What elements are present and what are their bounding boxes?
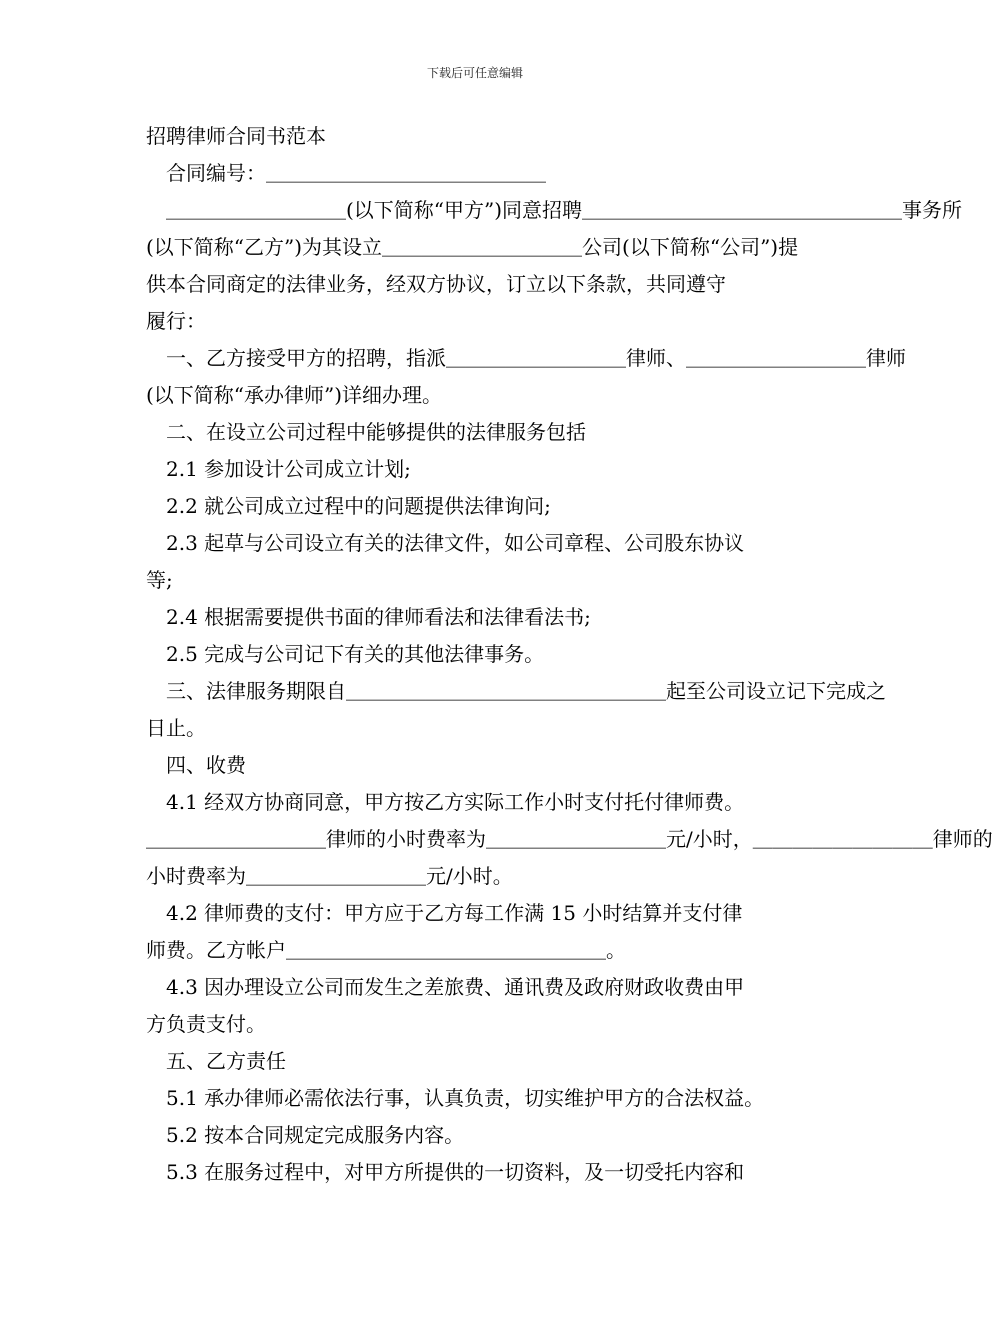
paragraph-line: 5.2 按本合同规定完成服务内容。 (146, 1123, 465, 1147)
paragraph-line: 履行： (146, 309, 206, 333)
paragraph-line: 5.3 在服务过程中，对甲方所提供的一切资料，及一切受托内容和 (146, 1160, 745, 1184)
paragraph-line: 小时费率为＿＿＿＿＿＿＿＿＿元/小时。 (146, 864, 513, 888)
paragraph-line: 日止。 (146, 716, 206, 740)
paragraph-line: 五、乙方责任 (146, 1049, 286, 1073)
paragraph-line: 2.5 完成与公司记下有关的其他法律事务。 (146, 642, 545, 666)
paragraph-line: 二、在设立公司过程中能够提供的法律服务包括 (146, 420, 586, 444)
document-body (146, 118, 993, 1191)
paragraph-line: 5.1 承办律师必需依法行事，认真负责，切实维护甲方的合法权益。 (146, 1086, 765, 1110)
paragraph-line: 合同编号：＿＿＿＿＿＿＿＿＿＿＿＿＿＿ (146, 161, 546, 185)
paragraph-line: 师费。乙方帐户＿＿＿＿＿＿＿＿＿＿＿＿＿＿＿＿。 (146, 938, 626, 962)
paragraph-line: 2.4 根据需要提供书面的律师看法和法律看法书; (146, 605, 591, 629)
paragraph-line: 三、法律服务期限自＿＿＿＿＿＿＿＿＿＿＿＿＿＿＿＿起至公司设立记下完成之 (146, 679, 886, 703)
paragraph-line: ＿＿＿＿＿＿＿＿＿(以下简称“甲方”)同意招聘＿＿＿＿＿＿＿＿＿＿＿＿＿＿＿＿事务所 (146, 198, 963, 222)
paragraph-line: 等; (146, 568, 173, 592)
paragraph-line: 方负责支付。 (146, 1012, 266, 1036)
paragraph-line: 一、乙方接受甲方的招聘，指派＿＿＿＿＿＿＿＿＿律师、＿＿＿＿＿＿＿＿＿律师 (146, 346, 906, 370)
paragraph-line: 供本合同商定的法律业务，经双方协议，订立以下条款，共同遵守 (146, 272, 726, 296)
document-title: 招聘律师合同书范本 (146, 124, 326, 148)
paragraph-line: ＿＿＿＿＿＿＿＿＿律师的小时费率为＿＿＿＿＿＿＿＿＿元/小时，＿＿＿＿＿＿＿＿＿律师的 (146, 827, 993, 851)
paragraph-line: (以下简称“承办律师”)详细办理。 (146, 383, 443, 407)
paragraph-line: 4.3 因办理设立公司而发生之差旅费、通讯费及政府财政收费由甲 (146, 975, 745, 999)
paragraph-line: 2.1 参加设计公司成立计划; (146, 457, 411, 481)
page-header-note: 下载后可任意编辑 (426, 66, 523, 80)
paragraph-line: 4.1 经双方协商同意，甲方按乙方实际工作小时支付托付律师费。 (146, 790, 745, 814)
paragraph-line: 四、收费 (146, 753, 246, 777)
paragraph-line: (以下简称“乙方”)为其设立＿＿＿＿＿＿＿＿＿＿公司(以下简称“公司”)提 (146, 235, 799, 259)
paragraph-line: 2.2 就公司成立过程中的问题提供法律询问; (146, 494, 551, 518)
paragraph-line: 4.2 律师费的支付：甲方应于乙方每工作满 15 小时结算并支付律 (146, 901, 743, 925)
paragraph-line: 2.3 起草与公司设立有关的法律文件，如公司章程、公司股东协议 (146, 531, 745, 555)
